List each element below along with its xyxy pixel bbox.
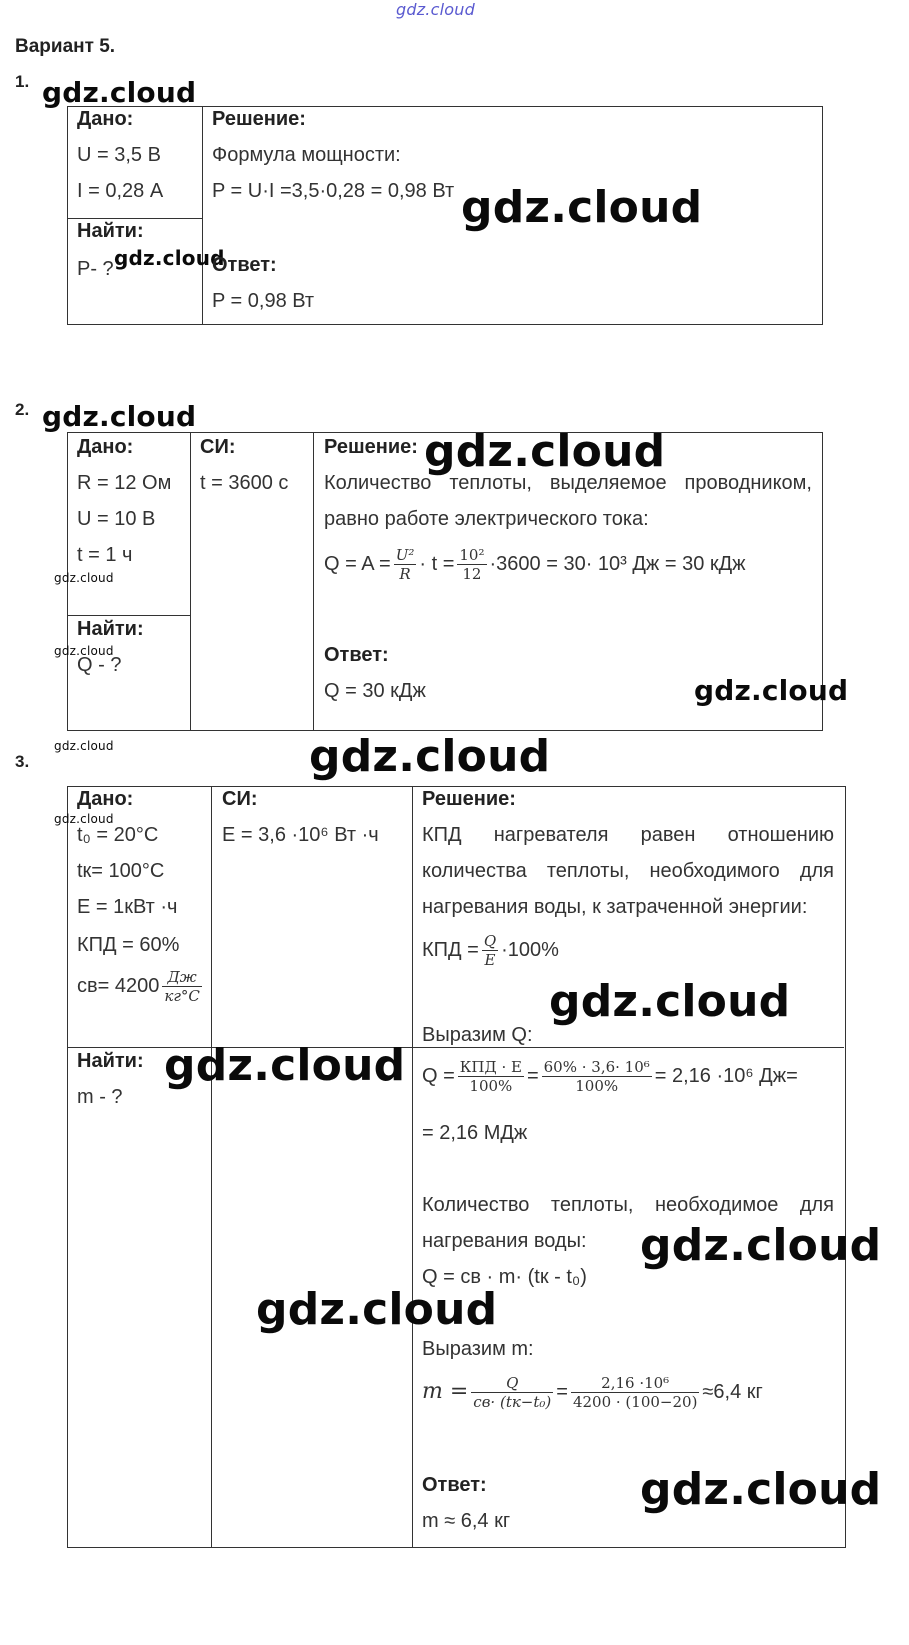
- si-time: t = 3600 с: [200, 472, 289, 494]
- watermark-top: gdz.cloud: [396, 0, 475, 19]
- solution-line: нагревания воды, к затраченной энергии:: [422, 896, 808, 918]
- watermark: gdz.cloud: [42, 400, 197, 433]
- si-heading: СИ:: [200, 436, 236, 458]
- given-resistance: R = 12 Ом: [77, 472, 172, 494]
- answer-value: P = 0,98 Вт: [212, 290, 315, 312]
- watermark: gdz.cloud: [54, 571, 114, 585]
- efficiency-formula: КПД = $\frac{Q}{E}$ ·100%: [422, 932, 559, 969]
- given-tk: tк= 100°C: [77, 860, 165, 882]
- solution-line: Формула мощности:: [212, 144, 401, 166]
- watermark: gdz.cloud: [54, 644, 114, 658]
- watermark: gdz.cloud: [256, 1284, 498, 1335]
- watermark: gdz.cloud: [640, 1220, 882, 1271]
- find-heading: Найти:: [77, 1050, 144, 1072]
- watermark: gdz.cloud: [549, 976, 791, 1027]
- solution-heading: Решение:: [324, 436, 418, 458]
- answer-heading: Ответ:: [212, 254, 277, 276]
- solution-line: Выразим Q:: [422, 1024, 533, 1046]
- problem-2-number: 2.: [15, 400, 30, 419]
- answer-heading: Ответ:: [422, 1474, 487, 1496]
- given-voltage: U = 3,5 В: [77, 144, 161, 166]
- answer-value: m ≈ 6,4 кг: [422, 1510, 511, 1532]
- watermark: gdz.cloud: [54, 739, 114, 753]
- watermark: gdz.cloud: [309, 731, 551, 782]
- solution-line: количества теплоты, необходимого для: [422, 860, 834, 882]
- find-value: Р- ?: [77, 258, 114, 280]
- answer-value: Q = 30 кДж: [324, 680, 426, 702]
- solution-line: Количество теплоты, необходимое для: [422, 1194, 834, 1216]
- page-title: Вариант 5.: [15, 36, 116, 57]
- solution-heading: Решение:: [212, 108, 306, 130]
- given-heat-capacity: cв= 4200 $\frac{Дж}{кг^\circ C}$: [77, 968, 200, 1005]
- solution-line: Выразим m:: [422, 1338, 534, 1360]
- watermark: gdz.cloud: [42, 76, 197, 109]
- given-heading: Дано:: [77, 788, 134, 810]
- given-heading: Дано:: [77, 436, 134, 458]
- watermark: gdz.cloud: [114, 246, 225, 270]
- watermark: gdz.cloud: [54, 812, 114, 826]
- heat-result: = 2,16 МДж: [422, 1122, 528, 1144]
- watermark: gdz.cloud: [164, 1040, 406, 1091]
- find-value: Q - ?: [77, 654, 122, 676]
- solution-formula: P = U·I =3,5·0,28 = 0,98 Вт: [212, 180, 455, 202]
- solution-heading: Решение:: [422, 788, 516, 810]
- problem-1-table: [67, 106, 823, 325]
- watermark: gdz.cloud: [640, 1464, 882, 1515]
- answer-heading: Ответ:: [324, 644, 389, 666]
- find-value: m - ?: [77, 1086, 123, 1108]
- solution-line: нагревания воды:: [422, 1230, 587, 1252]
- given-t0: t₀ = 20°C: [77, 824, 159, 846]
- given-time: t = 1 ч: [77, 544, 133, 566]
- given-current: I = 0,28 А: [77, 180, 164, 202]
- mass-formula: m = $\frac{Q}{\text{cв· (tк−t₀)}}$ = $\frac{\text{2,16 ·10⁶}}{4200 \cdot (100-20)}$ ≈6,4 кг: [422, 1374, 763, 1411]
- find-heading: Найти:: [77, 220, 144, 242]
- given-energy: E = 1кВт ·ч: [77, 896, 178, 918]
- given-efficiency: КПД = 60%: [77, 934, 180, 956]
- watermark: gdz.cloud: [424, 426, 666, 477]
- find-heading: Найти:: [77, 618, 144, 640]
- solution-line: равно работе электрического тока:: [324, 508, 649, 530]
- given-voltage: U = 10 В: [77, 508, 156, 530]
- watermark: gdz.cloud: [461, 182, 703, 233]
- si-heading: СИ:: [222, 788, 258, 810]
- problem-3-number: 3.: [15, 752, 30, 771]
- si-energy: E = 3,6 ·10⁶ Вт ·ч: [222, 824, 379, 846]
- watermark: gdz.cloud: [694, 674, 849, 707]
- solution-formula: Q = cв · m· (tк - t₀): [422, 1266, 587, 1288]
- problem-1-number: 1.: [15, 72, 30, 91]
- solution-line: Количество теплоты, выделяемое проводником,: [324, 472, 812, 494]
- heat-formula: Q = $\frac{\text{КПД · E}}{100\%}$ = $\frac{\text{60\% · 3,6· 10⁶}}{100\%}$ = 2,16 ·10⁶ Дж=: [422, 1058, 798, 1095]
- solution-formula: Q = A = $\frac{\text{U²}}{R}$ · t = $\frac{\text{10²}}{12}$ ·3600 = 30· 10³ Дж = 30 кДж: [324, 546, 746, 583]
- given-heading: Дано:: [77, 108, 134, 130]
- solution-line: КПД нагревателя равен отношению: [422, 824, 834, 846]
